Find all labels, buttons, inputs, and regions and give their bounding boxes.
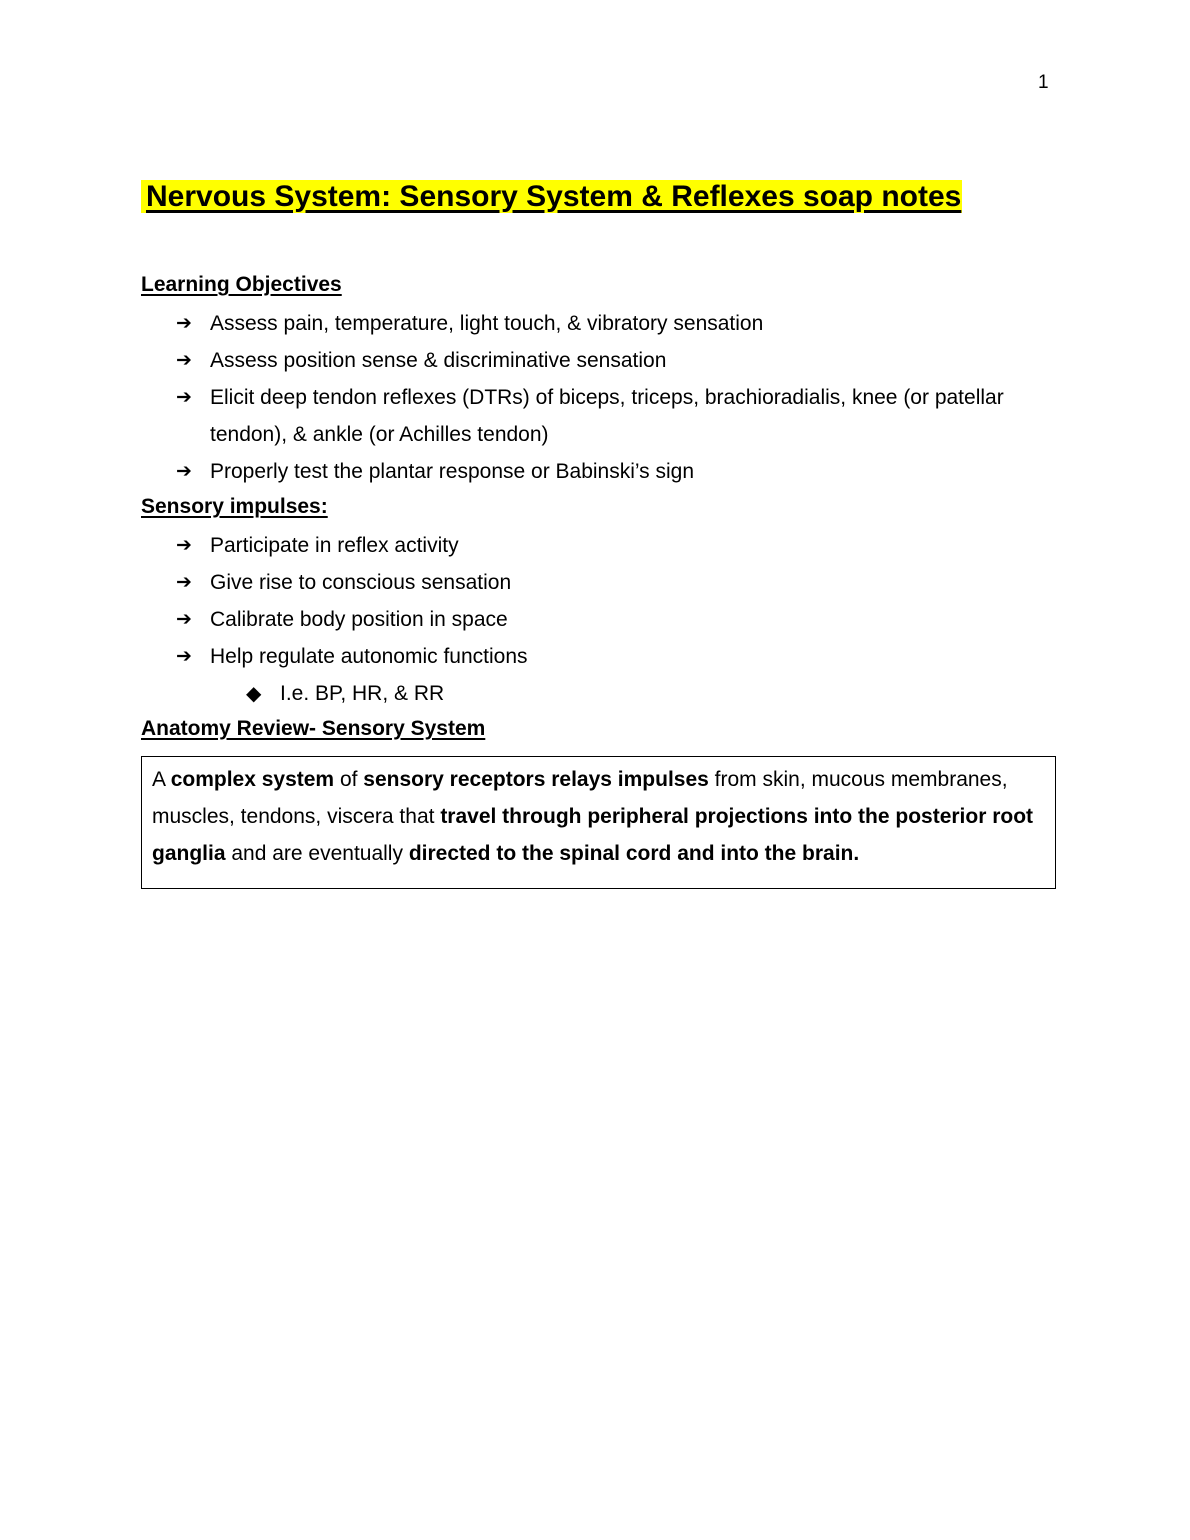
definition-bold-text: sensory receptors relays impulses [363, 768, 709, 791]
arrow-bullet-icon: ➔ [176, 386, 192, 408]
list-item-text: Properly test the plantar response or Babinski’s sign [210, 460, 695, 483]
learning-objectives-heading: Learning Objectives [141, 273, 342, 296]
arrow-bullet-icon: ➔ [176, 608, 192, 630]
list-item [176, 305, 1036, 342]
list-item-text: Elicit deep tendon reflexes (DTRs) of biceps, triceps, brachioradialis, knee (or patellar tendon), & ankle (or Achilles tendon) [210, 386, 1004, 446]
definition-text: of [334, 768, 364, 791]
list-item [176, 342, 1036, 379]
list-item [176, 601, 1036, 638]
list-item-text: Give rise to conscious sensation [210, 571, 512, 594]
list-item-text: Assess position sense & discriminative sensation [210, 349, 667, 372]
list-item [176, 527, 1036, 564]
list-item-text: Help regulate autonomic functions [210, 645, 528, 668]
definition-text: A [152, 768, 171, 791]
arrow-bullet-icon: ➔ [176, 534, 192, 556]
list-item-text: Assess pain, temperature, light touch, & vibratory sensation [210, 312, 764, 335]
definition-bold-text: travel through peripheral projections into the posterior root ganglia [152, 805, 1034, 865]
list-item-text: Participate in reflex activity [210, 534, 459, 557]
page-number: 1 [1038, 72, 1049, 93]
definition-box [141, 756, 1056, 889]
arrow-bullet-icon: ➔ [176, 460, 192, 482]
list-item [176, 564, 1036, 601]
learning-objectives-list [176, 305, 1036, 490]
page-title [141, 178, 962, 216]
arrow-bullet-icon: ➔ [176, 349, 192, 371]
diamond-bullet-icon: ◆ [246, 681, 262, 705]
arrow-bullet-icon: ➔ [176, 312, 192, 334]
definition-bold-text: directed to the spinal cord and into the brain. [408, 842, 860, 865]
definition-text: and are eventually [225, 842, 409, 865]
arrow-bullet-icon: ➔ [176, 645, 192, 667]
page-title-text: Nervous System: Sensory System & Reflexes soap notes [141, 180, 962, 213]
sensory-impulses-heading: Sensory impulses: [141, 495, 328, 518]
sub-list-item [246, 676, 444, 711]
list-item [176, 638, 1036, 675]
arrow-bullet-icon: ➔ [176, 571, 192, 593]
list-item [176, 453, 1036, 490]
list-item-text: Calibrate body position in space [210, 608, 508, 631]
list-item [176, 379, 1036, 453]
anatomy-review-heading: Anatomy Review- Sensory System [141, 717, 486, 740]
definition-text: from skin, mucous membranes, muscles, tendons, viscera that [152, 768, 1008, 828]
definition-bold-text: complex system [170, 768, 335, 791]
sensory-impulses-list [176, 527, 1036, 675]
sub-list-item-text: I.e. BP, HR, & RR [280, 682, 445, 705]
